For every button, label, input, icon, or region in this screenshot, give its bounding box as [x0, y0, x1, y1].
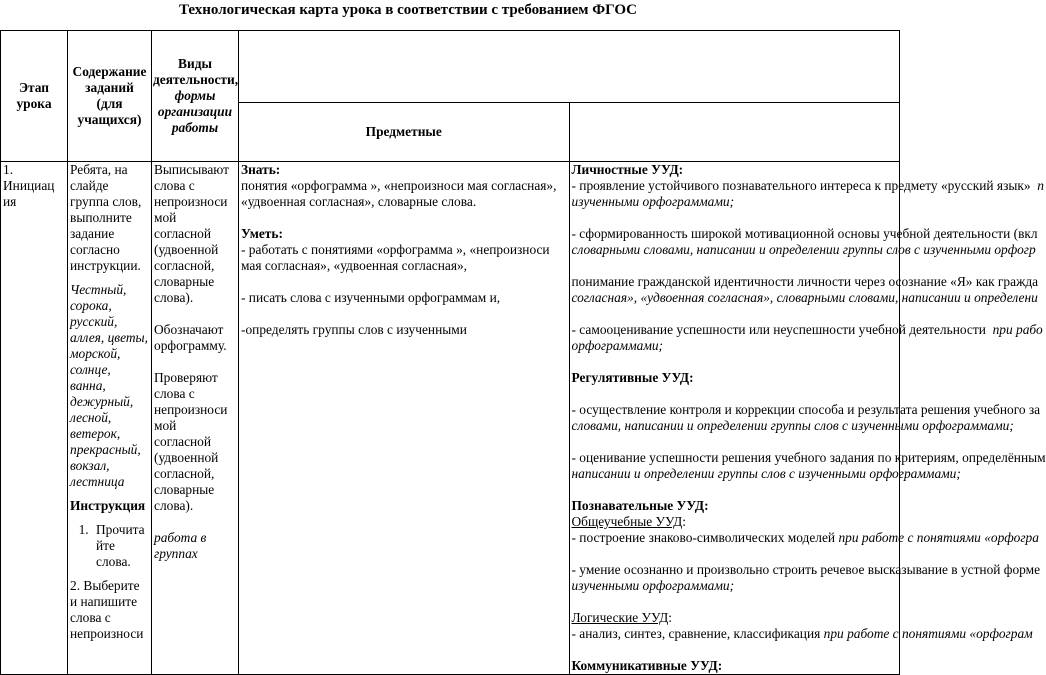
activity-text-3: Проверяют слова с непроизноси мой согласной (удвоенной согласной, словарные слова).: [154, 370, 228, 513]
subject-cell: [239, 162, 570, 675]
stage-text: 1. Инициац ия: [3, 162, 55, 209]
know-text: понятия «орфограмма », «непроизноси мая согласная», «удвоенная согласная», словарные слова.: [241, 178, 557, 209]
header-activity-forms: формы организации работы: [157, 88, 233, 135]
stage-cell: [1, 162, 68, 675]
cognitive-uud-1: - построение знаково-символических моделей при работе с понятиями «орфогра: [571, 530, 1039, 545]
content-cell: [68, 162, 152, 675]
communicative-uud-title: Коммуникативные УУД:: [571, 658, 723, 673]
can-item-3: -определять группы слов с изученными: [241, 322, 467, 337]
personal-uud-1: - проявление устойчивого познавательного интереса к предмету «русский язык» п: [571, 178, 1044, 193]
can-label: Уметь:: [241, 226, 283, 241]
task-intro: Ребята, на слайде группа слов, выполните задание согласно инструкции.: [70, 162, 142, 273]
regulative-uud-1: - осуществление контроля и коррекции способа и результата решения учебного за: [571, 402, 1041, 417]
cognitive-uud-2-cont: изученными орфограммами;: [571, 578, 735, 593]
cognitive-logic-subtitle: Логические УУД:: [571, 610, 672, 625]
cognitive-uud-3: - анализ, синтез, сравнение, классификация при работе с понятиями «орфограм: [571, 626, 1033, 641]
personal-uud-3: понимание гражданской идентичности личности через осознание «Я» как гражда: [571, 274, 1039, 289]
header-activity-label: Виды деятельност: [153, 56, 228, 87]
regulative-uud-1-cont: словами, написании и определении группы слов с изученными орфограммами;: [571, 418, 1014, 433]
can-item-1: - работать с понятиями «орфограмма », «непроизноси мая согласная», «удвоенная согласная»,: [241, 242, 550, 273]
activity-form: работа в группах: [154, 530, 207, 561]
personal-uud-2: - сформированность широкой мотивационной основы учебной деятельности (вкл: [571, 226, 1038, 241]
uud-cell: [569, 162, 1046, 675]
personal-uud-4-cont: орфограммами;: [571, 338, 664, 353]
cognitive-uud-title: Познавательные УУД:: [571, 498, 709, 513]
header-content: [68, 31, 152, 162]
instruction-item-2: 2. Выберите и напишите слова с непроизноси: [70, 578, 144, 641]
header-activity-label2: и,: [227, 72, 239, 87]
personal-uud-2-cont: словарными словами, написании и определении группы слов с изученными орфогр: [571, 242, 1036, 257]
header-uud: [569, 103, 900, 162]
personal-uud-1-cont: изученными орфограммами;: [571, 194, 735, 209]
instruction-list: [70, 522, 149, 570]
header-results-top: [239, 31, 900, 103]
activity-text-2: Обозначают орфограмму.: [154, 322, 227, 353]
personal-uud-title: Личностные УУД:: [571, 162, 684, 177]
table-header-row: [1, 31, 900, 103]
header-subject-label: Предметные: [365, 124, 442, 139]
activity-cell: [152, 162, 239, 675]
instruction-title: Инструкция: [70, 498, 146, 513]
cognitive-uud-2: - умение осознанно и произвольно строить речевое высказывание в устной форме: [571, 562, 1041, 577]
page-title: Технологическая карта урока в соответствии с требованием ФГОС: [179, 2, 637, 18]
header-content-sub: (для учащихся): [77, 96, 142, 127]
table-row: [1, 162, 900, 675]
header-content-label: Содержание заданий: [72, 64, 147, 95]
know-label: Знать:: [241, 162, 281, 177]
header-stage: [1, 31, 68, 162]
personal-uud-3-cont: согласная», «удвоенная согласная», словарными словами, написании и определени: [571, 290, 1038, 305]
personal-uud-4: - самооценивание успешности или неуспешности учебной деятельности при рабо: [571, 322, 1043, 337]
cognitive-general-subtitle: Общеучебные УУД:: [571, 514, 687, 529]
regulative-uud-2: - оценивание успешности решения учебного задания по критериям, определённым: [571, 450, 1046, 465]
can-item-2: - писать слова с изученными орфограммам и,: [241, 290, 501, 305]
header-activity: [152, 31, 239, 162]
header-subject: [239, 103, 570, 162]
instruction-item-1: 1. Прочита йте слова.: [92, 522, 149, 570]
header-stage-label: Этап урока: [16, 80, 52, 111]
lesson-map-table: [0, 30, 1046, 675]
activity-text-1: Выписывают слова с непроизноси мой согласной (удвоенной согласной, словарные слова).: [154, 162, 229, 305]
regulative-uud-title: Регулятивные УУД:: [571, 370, 694, 385]
word-list: Честный, сорока, русский, аллея, цветы, морской, солнце, ванна, дежурный, лесной, ветерок, прекрасный, вокзал, лестница: [70, 282, 148, 489]
regulative-uud-2-cont: написании и определении группы слов с изученными орфограммами;: [571, 466, 961, 481]
